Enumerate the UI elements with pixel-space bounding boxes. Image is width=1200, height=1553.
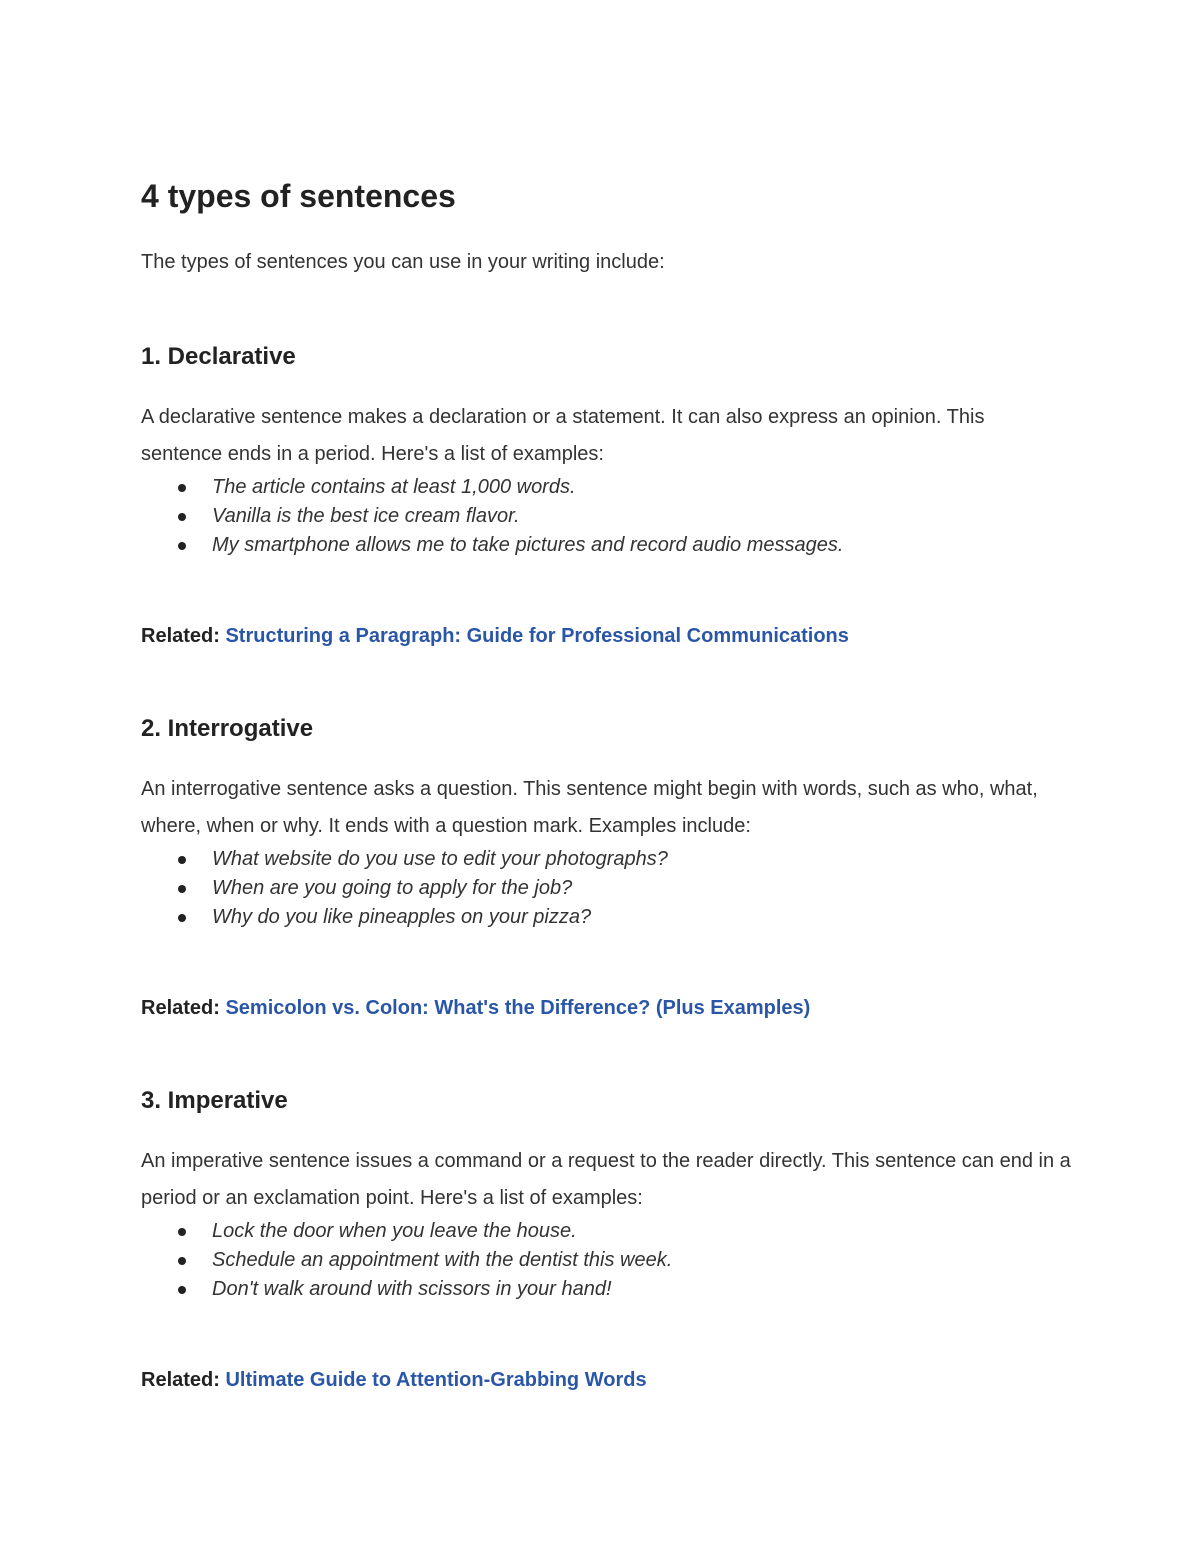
bullet-icon: [178, 1286, 186, 1294]
example-text: Vanilla is the best ice cream flavor.: [212, 505, 520, 527]
example-text: Why do you like pineapples on your pizza?: [212, 906, 592, 928]
page-title: 4 types of sentences: [141, 178, 456, 214]
list-item: [141, 874, 1071, 903]
bullet-icon: [178, 914, 186, 922]
section-description: An imperative sentence issues a command or a request to the reader directly. This sentence can end in a period or an exclamation point. Here's a list of examples:: [141, 1150, 1071, 1209]
example-text: What website do you use to edit your photographs?: [212, 848, 668, 870]
bullet-icon: [178, 542, 186, 550]
example-text: The article contains at least 1,000 words.: [212, 476, 576, 498]
example-text: When are you going to apply for the job?: [212, 877, 573, 899]
list-item: [141, 903, 1071, 932]
section-interrogative: [141, 713, 1071, 1022]
bullet-icon: [178, 513, 186, 521]
bullet-icon: [178, 885, 186, 893]
bullet-icon: [178, 1257, 186, 1265]
related-link[interactable]: Ultimate Guide to Attention-Grabbing Words: [225, 1369, 647, 1391]
list-item: [141, 1217, 1071, 1246]
examples-list: [141, 1217, 1071, 1304]
related-line: [141, 622, 1071, 650]
list-item: [141, 1275, 1071, 1304]
section-declarative: [141, 341, 1071, 650]
intro-paragraph: The types of sentences you can use in your writing include:: [141, 251, 665, 273]
list-item: [141, 845, 1071, 874]
related-label: Related:: [141, 625, 220, 647]
bullet-icon: [178, 1228, 186, 1236]
example-text: My smartphone allows me to take pictures and record audio messages.: [212, 534, 844, 556]
example-text: Lock the door when you leave the house.: [212, 1220, 577, 1242]
bullet-icon: [178, 856, 186, 864]
bullet-icon: [178, 484, 186, 492]
list-item: [141, 502, 1071, 531]
section-description: A declarative sentence makes a declaration or a statement. It can also express an opinion. This sentence ends in a period. Here's a list of examples:: [141, 406, 985, 465]
related-line: [141, 994, 1071, 1022]
section-heading: 3. Imperative: [141, 1087, 288, 1114]
list-item: [141, 1246, 1071, 1275]
section-heading: 2. Interrogative: [141, 715, 314, 742]
related-link[interactable]: Semicolon vs. Colon: What's the Difference? (Plus Examples): [225, 997, 811, 1019]
example-text: Don't walk around with scissors in your hand!: [212, 1278, 612, 1300]
related-label: Related:: [141, 1369, 220, 1391]
section-heading: 1. Declarative: [141, 343, 296, 370]
examples-list: [141, 845, 1071, 932]
related-label: Related:: [141, 997, 220, 1019]
section-description: An interrogative sentence asks a question. This sentence might begin with words, such as who, what, where, when or why. It ends with a question mark. Examples include:: [141, 778, 1038, 837]
list-item: [141, 531, 1071, 560]
section-imperative: [141, 1085, 1071, 1394]
examples-list: [141, 473, 1071, 560]
example-text: Schedule an appointment with the dentist this week.: [212, 1249, 673, 1271]
related-line: [141, 1366, 1071, 1394]
list-item: [141, 473, 1071, 502]
related-link[interactable]: Structuring a Paragraph: Guide for Professional Communications: [225, 625, 849, 647]
